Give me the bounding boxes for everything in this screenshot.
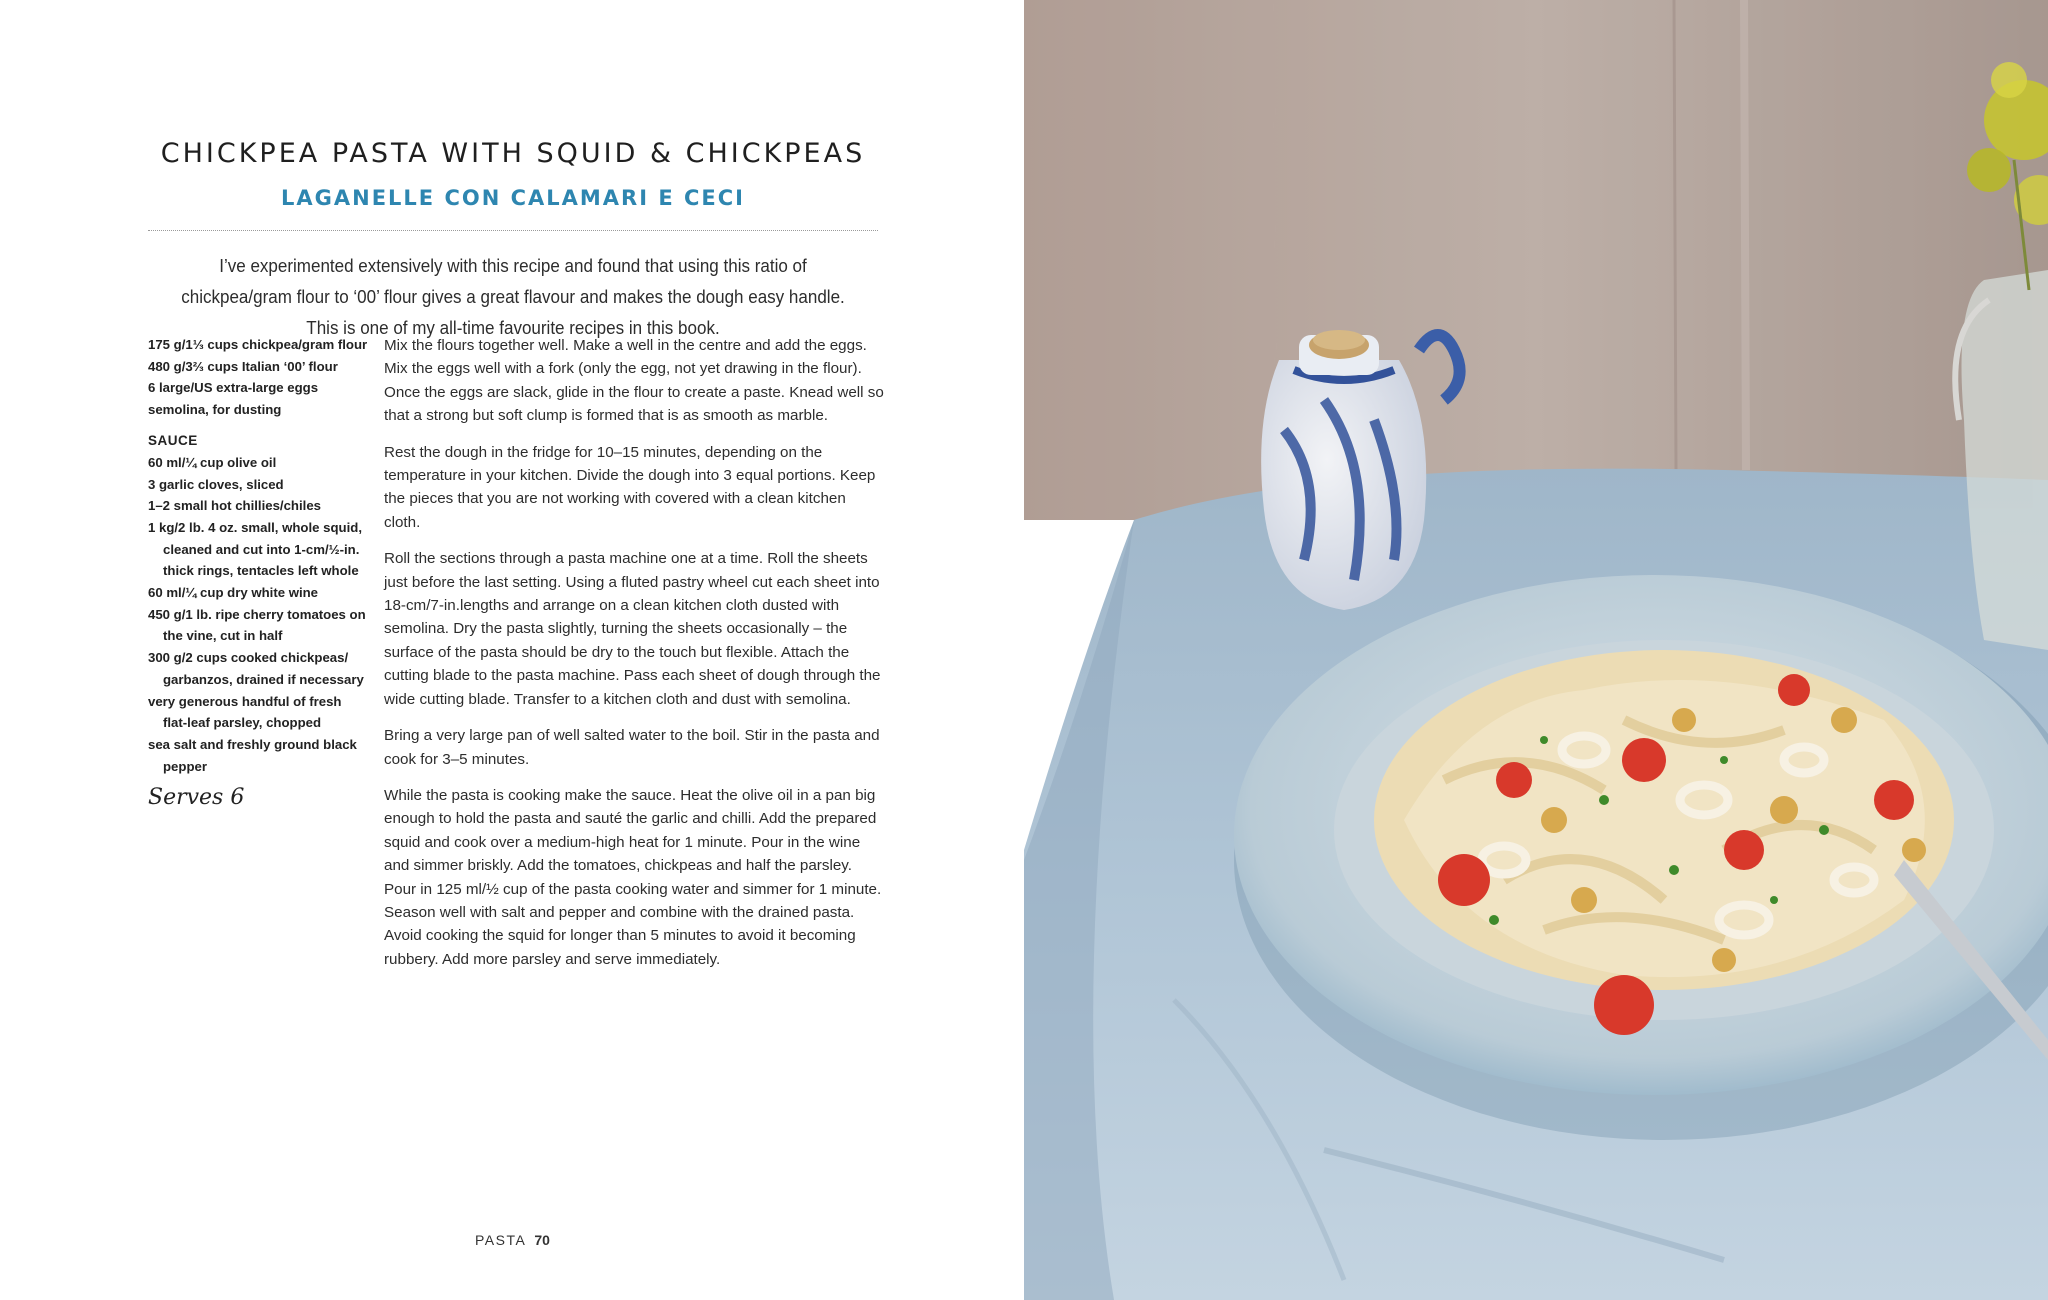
page-number: 70 [534, 1232, 550, 1248]
recipe-photo [1024, 0, 2048, 1300]
method-step: While the pasta is cooking make the sauce. Heat the olive oil in a pan big enough to hold the pasta and sauté the garlic and chilli. Add the prepared squid and cook over a medium-high heat for 1 minute. Pour in the wine and simmer briskly. Add the tomatoes, chickpeas and half the parsley. Pour in 125 ml/½ cup of the pasta cooking water and simmer for 1 minute. Season well with salt and pepper and combine with the drained pasta. Avoid cooking the squid for longer than 5 minutes to avoid it becoming rubbery. Add more parsley and serve immediately. [384, 786, 882, 968]
dotted-divider [148, 230, 878, 231]
recipe-title: CHICKPEA PASTA WITH SQUID & CHICKPEAS [160, 138, 866, 169]
method-step: Mix the flours together well. Make a well in the centre and add the eggs. Mix the eggs well with a fork (only the egg, not yet drawing in the flour). Once the eggs are slack, glide in the flour to create a paste. Knead well so that a strong but soft clump is formed that is as smooth as marble. [384, 337, 884, 425]
sauce-ingredient-item: 450 g/1 lb. ripe cherry tomatoes on the vine, cut in half [148, 606, 366, 644]
method-step: Rest the dough in the fridge for 10–15 minutes, depending on the temperature in your kitchen. Divide the dough into 3 equal portions. Keep the pieces that you are not working with covered with a clean kitchen cloth. [384, 443, 876, 531]
pasta-dish-illustration [1024, 0, 2048, 1300]
ingredient-item: 175 g/1⅓ cups chickpea/gram flour [148, 337, 368, 352]
pasta-plate [1234, 575, 2048, 1140]
page-footer [475, 1232, 550, 1248]
sauce-ingredient-item: 60 ml/¼ cup dry white wine [148, 585, 319, 601]
method-step: Roll the sections through a pasta machine one at a time. Roll the sheets just before the last setting. Using a fluted pastry wheel cut each sheet into 18-cm/7-in.lengths and arrange on a clean kitchen cloth dusted with semolina. Dry the pasta slightly, turning the sheets occasionally – the surface of the pasta should be dry to the touch but flexible. Attach the cutting blade to the pasta machine. Pass each sheet of dough through the wide cutting blade. Transfer to a kitchen cloth and dust with semolina. [384, 550, 881, 708]
ingredient-item: semolina, for dusting [148, 402, 282, 418]
ingredient-item: 6 large/US extra-large eggs [148, 380, 319, 396]
section-name: PASTA [475, 1232, 527, 1248]
sauce-ingredient-item: 300 g/2 cups cooked chickpeas/ garbanzos, drained if necessary [148, 650, 364, 687]
recipe-italian-title: LAGANELLE CON CALAMARI E CECI [281, 186, 745, 210]
sauce-ingredient-item: 1 kg/2 lb. 4 oz. small, whole squid, cleaned and cut into 1-cm/½-in. thick rings, tentacles left whole [148, 519, 362, 579]
sauce-ingredient-item: very generous handful of fresh flat-leaf parsley, chopped [148, 693, 342, 731]
sauce-heading: SAUCE [148, 432, 198, 448]
recipe-intro: I’ve experimented extensively with this recipe and found that using this ratio of chickpea/gram flour to ‘00’ flour gives a great flavour and makes the dough easy handle. This is one of my all-time favourite recipes in this book. [181, 255, 845, 338]
ingredients-list [148, 334, 368, 810]
sauce-ingredient-item: 1–2 small hot chillies/chiles [148, 498, 321, 514]
serves-note: Serves 6 [148, 785, 245, 811]
method-step: Bring a very large pan of well salted water to the boil. Stir in the pasta and cook for 3–5 minutes. [384, 727, 880, 768]
sauce-ingredient-item: 3 garlic cloves, sliced [148, 476, 284, 492]
sauce-ingredient-item: sea salt and freshly ground black pepper [148, 736, 357, 774]
sauce-ingredient-item: 60 ml/¼ cup olive oil [148, 454, 277, 470]
ingredient-item: 480 g/3⅔ cups Italian ‘00’ flour [148, 358, 338, 374]
method-steps [384, 334, 884, 984]
